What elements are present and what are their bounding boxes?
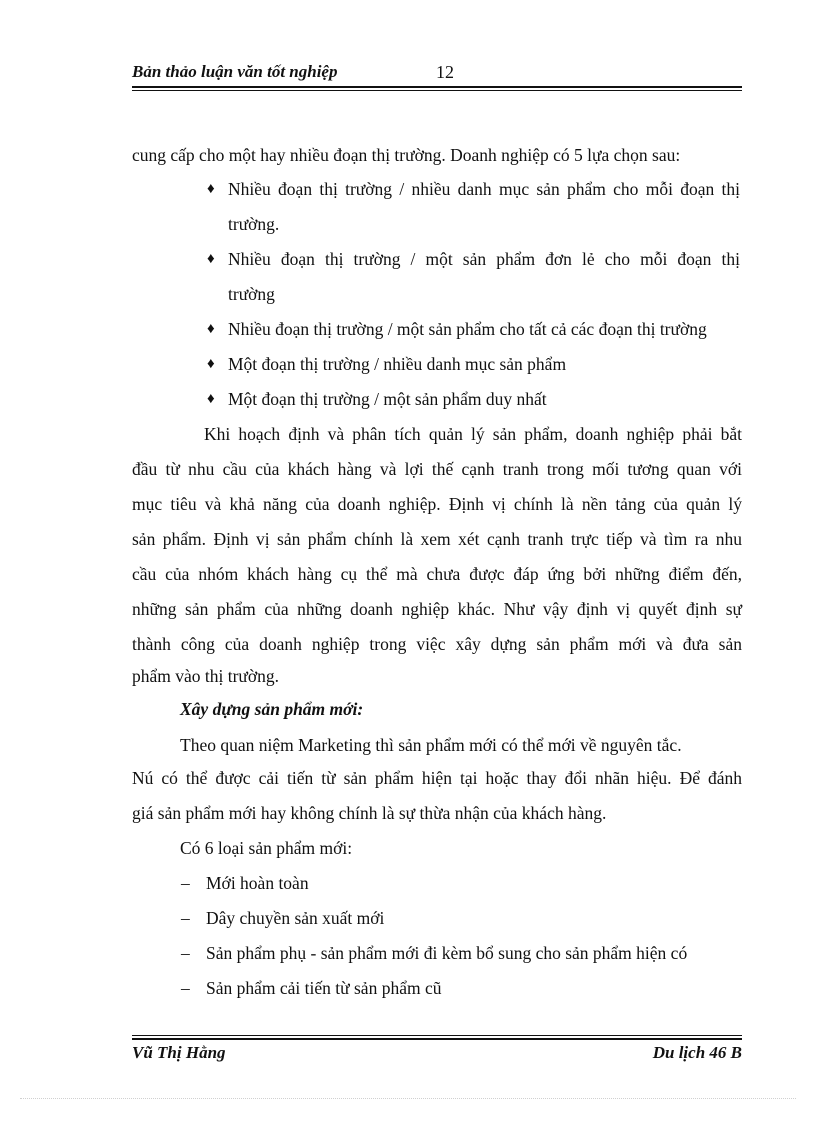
page-number: 12 (436, 62, 454, 82)
option-5: Một đoạn thị trường / một sản phẩm duy nhất (228, 389, 547, 409)
dash-bullet-icon: – (181, 978, 190, 998)
header-rule (132, 86, 742, 91)
paragraph-1-line-3: mục tiêu và khả năng của doanh nghiệp. Định vị chính là nền tảng của quản lý (132, 494, 742, 514)
types-intro: Có 6 loại sản phẩm mới: (180, 838, 353, 858)
section-heading: Xây dựng sản phẩm mới: (180, 699, 364, 719)
type-item-4: Sản phẩm cải tiến từ sản phẩm cũ (206, 978, 442, 998)
footer-class: Du lịch 46 B (652, 1043, 742, 1062)
diamond-bullet-icon: ♦ (207, 321, 215, 337)
type-item-3: Sản phẩm phụ - sản phẩm mới đi kèm bổ sung cho sản phẩm hiện có (206, 943, 688, 963)
paragraph-2-line-1: Theo quan niệm Marketing thì sản phẩm mới có thể mới về nguyên tắc. (180, 735, 682, 755)
paragraph-1-line-5: cầu của nhóm khách hàng cụ thể mà chưa được đáp ứng bởi những điểm đến, (132, 564, 742, 584)
paragraph-2-line-3: giá sản phẩm mới hay không chính là sự thừa nhận của khách hàng. (132, 803, 607, 823)
diamond-bullet-icon: ♦ (207, 391, 215, 407)
option-1-line-2: trường. (228, 214, 280, 234)
option-3: Nhiều đoạn thị trường / một sản phẩm cho tất cả các đoạn thị trường (228, 319, 707, 339)
diamond-bullet-icon: ♦ (207, 181, 215, 197)
paragraph-1-line-7: thành công của doanh nghiệp trong việc xây dựng sản phẩm mới và đưa sản (132, 634, 742, 654)
page-edge-divider (20, 1098, 796, 1099)
paragraph-1-line-8: phẩm vào thị trường. (132, 666, 280, 686)
dash-bullet-icon: – (181, 943, 190, 963)
paragraph-1-line-1: Khi hoạch định và phân tích quản lý sản phẩm, doanh nghiệp phải bắt (204, 424, 742, 444)
dash-bullet-icon: – (181, 873, 190, 893)
footer-author: Vũ Thị Hằng (132, 1043, 226, 1062)
type-item-1: Mới hoàn toàn (206, 873, 309, 893)
dash-bullet-icon: – (181, 908, 190, 928)
intro-line: cung cấp cho một hay nhiều đoạn thị trường. Doanh nghiệp có 5 lựa chọn sau: (132, 145, 681, 165)
type-item-2: Dây chuyền sản xuất mới (206, 908, 385, 928)
option-4: Một đoạn thị trường / nhiều danh mục sản phẩm (228, 354, 567, 374)
paragraph-1-line-2: đầu từ nhu cầu của khách hàng và lợi thế cạnh tranh trong mối tương quan với (132, 459, 742, 479)
option-2-line-2: trường (228, 284, 275, 304)
header-title: Bản thảo luận văn tốt nghiệp (132, 62, 338, 81)
paragraph-2-line-2: Nú có thể được cải tiến từ sản phẩm hiện tại hoặc thay đổi nhãn hiệu. Để đánh (132, 768, 742, 788)
option-1-line-1: Nhiều đoạn thị trường / nhiều danh mục sản phẩm cho mỗi đoạn thị (228, 179, 740, 199)
paragraph-1-line-6: những sản phẩm của những doanh nghiệp khác. Như vậy định vị quyết định sự (132, 599, 742, 619)
option-2-line-1: Nhiều đoạn thị trường / một sản phẩm đơn lẻ cho mỗi đoạn thị (228, 249, 740, 269)
footer-rule (132, 1035, 742, 1040)
diamond-bullet-icon: ♦ (207, 251, 215, 267)
paragraph-1-line-4: sản phẩm. Định vị sản phẩm chính là xem xét cạnh tranh trực tiếp và tìm ra nhu (132, 529, 742, 549)
diamond-bullet-icon: ♦ (207, 356, 215, 372)
page-header (132, 62, 742, 88)
